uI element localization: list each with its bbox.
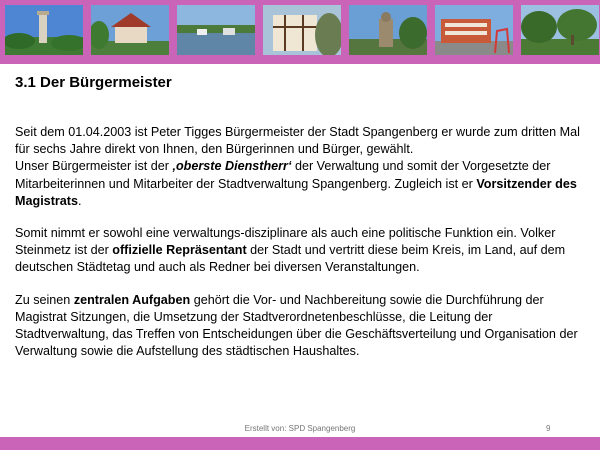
page-number: 9 [546, 424, 551, 433]
highlight-oberster-dienstherr: ‚oberste Dienstherr‘ [172, 159, 292, 174]
footer-credit: Erstellt von: SPD Spangenberg [244, 424, 356, 433]
river-photo [177, 5, 255, 55]
footer-band [0, 437, 600, 450]
paragraph-tenure: Seit dem 01.04.2003 ist Peter Tigges Bürgermeister der Stadt Spangenberg er wurde zum dritten Mal für sechs Jahre direkt von Ihnen, den Bürgerinnen und Bürger, gewählt. Unser Bürgermeister ist der ‚oberste Dienstherr‘ der Verwaltung und somit der Vorgesetzte der Mitarbeiterinnen und Mitarbeiter der Stadtverwaltung Spangenberg. Zugleich ist er Vorsitzender des Magistrats. [15, 125, 580, 208]
tower-photo [5, 5, 83, 55]
house-photo [91, 5, 169, 55]
statue-photo [349, 5, 427, 55]
highlight-zentrale-aufgaben: zentralen Aufgaben [73, 292, 191, 307]
halftimber-photo [263, 5, 341, 55]
header-band [0, 0, 600, 64]
paragraph-tasks: Zu seinen zentralen Aufgaben gehört die Vor- und Nachbereitung sowie die Durchführung der Magistrat Sitzungen, die Umsetzung der Stadtverordnetenbeschlüsse, die Leitung der Stadtverwaltung, das Treffen von Entscheidungen über die Geschäftsverteilung und Organisation der Verwaltung sowie die Aufstellung des städtischen Haushaltes. [15, 292, 578, 359]
slide-title: 3.1 Der Bürgermeister [15, 74, 172, 91]
school-photo [435, 5, 513, 55]
highlight-vorsitzender: Vorsitzender des Magistrats [15, 176, 577, 208]
highlight-repraesentant: offizielle Repräsentant [112, 243, 247, 258]
paragraph-functions: Somit nimmt er sowohl eine verwaltungs-disziplinare als auch eine politische Funktion ein. Volker Steinmetz ist der offizielle Repräsentant der Stadt und vertritt diese beim Kreis, im Land, auf dem deutschen Städtetag und auch als Redner bei diversen Veranstaltungen. [15, 226, 566, 275]
slide-body [15, 124, 585, 375]
park-photo [521, 5, 599, 55]
